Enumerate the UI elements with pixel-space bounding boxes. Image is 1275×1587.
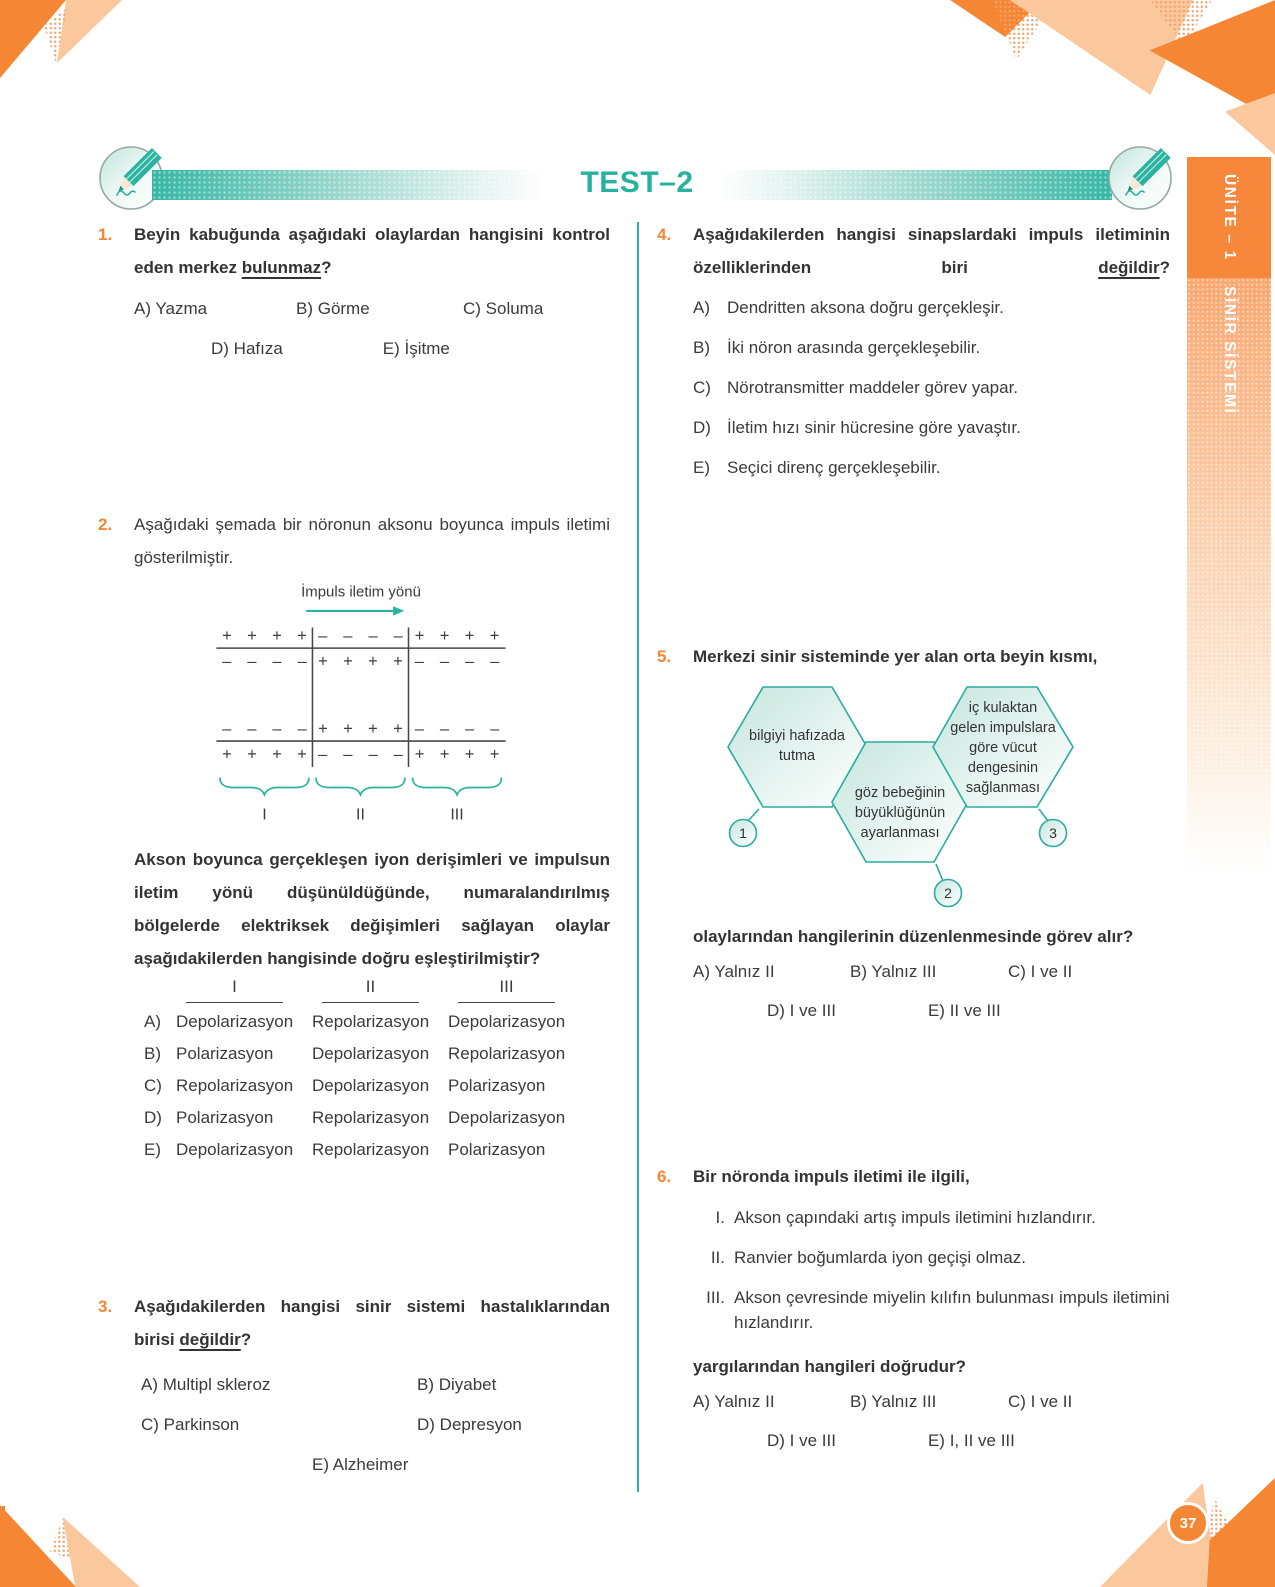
question-number: 5. — [657, 647, 672, 666]
unit-tab-label: ÜNİTE – 1 — [1221, 174, 1238, 261]
table-row — [144, 1140, 610, 1160]
section-label-2: II — [356, 806, 365, 824]
charge-row: – – – – — [318, 625, 403, 645]
hexagon-2-line: göz bebeğinin — [854, 785, 946, 801]
hexagon-2-line: ayarlanması — [860, 825, 940, 841]
cell: Depolarizasyon — [312, 1076, 430, 1095]
option-c: C) I ve II — [1008, 962, 1073, 981]
stem-text: ? — [1159, 258, 1170, 277]
statement-text: Akson çapındaki artış impuls iletimini hızlandırır. — [734, 1208, 1096, 1227]
stem-underlined-word: değildir — [1098, 258, 1160, 277]
cell: Repolarizasyon — [312, 1140, 430, 1159]
question-stem — [134, 1290, 610, 1356]
option-text: Seçici direnç gerçekleşebilir. — [727, 458, 941, 477]
question-stem-2: yargılarından hangileri doğrudur? — [693, 1357, 966, 1376]
option-a: A) Multipl skleroz — [141, 1375, 271, 1394]
option-a: A) Yalnız II — [693, 962, 775, 981]
question-number: 6. — [657, 1167, 672, 1186]
column-header-3: III — [458, 977, 555, 1003]
charge-row: + + + + — [414, 744, 500, 764]
stem-text: Aşağıdakilerden hangisi sinapslardaki impuls iletiminin özelliklerinden biri — [693, 225, 1170, 277]
stem-text: Beyin kabuğunda aşağıdaki olaylardan hangisini kontrol eden merkez — [134, 225, 610, 277]
question-4 — [657, 218, 1170, 497]
option-b: B) Yalnız III — [850, 1392, 937, 1411]
option-d: D) I ve III — [767, 1001, 836, 1020]
topic-tab-label: SİNİR SİSTEMİ — [1221, 286, 1238, 415]
cell: Polarizasyon — [176, 1044, 274, 1063]
section-labels — [262, 807, 464, 824]
option-text: İki nöron arasında gerçekleşebilir. — [727, 338, 981, 357]
hexagon-1-line: tutma — [778, 748, 816, 764]
impulse-direction-label: İmpuls iletim yönü — [301, 583, 421, 601]
charge-row: + + + + — [318, 651, 403, 671]
question-stem — [134, 218, 610, 284]
option-letter: E) — [693, 458, 710, 477]
option-a: A) Yazma — [134, 299, 208, 318]
table-row — [144, 1108, 610, 1128]
option-a: A) Yalnız II — [693, 1392, 775, 1411]
triangle-shape — [57, 0, 122, 63]
question-stem-2: olaylarından hangilerinin düzenlenmesinde görev alır? — [693, 927, 1134, 946]
pencil-icon — [1104, 140, 1178, 214]
test-title: TEST–2 — [580, 166, 694, 199]
option-c: C) Parkinson — [141, 1415, 240, 1434]
midbrain-hexagon-diagram — [715, 675, 1170, 920]
cell: Depolarizasyon — [448, 1012, 566, 1031]
question-1 — [98, 218, 610, 360]
option-letter: D) — [693, 418, 711, 437]
option-c: C) Soluma — [463, 299, 544, 318]
charge-signs — [222, 626, 500, 764]
unit-tab — [1187, 157, 1271, 278]
option-b: B) Diyabet — [417, 1375, 497, 1394]
option-letter: C) — [144, 1076, 162, 1095]
option-b — [693, 337, 1170, 359]
charge-row: – – – – — [414, 718, 500, 738]
hexagon-3-line: gelen impulslara — [950, 720, 1056, 736]
option-a — [693, 297, 1170, 319]
circle-number-3: 3 — [1049, 825, 1057, 841]
option-letter: A) — [693, 298, 710, 317]
charge-row: – – – – — [222, 651, 307, 671]
table-row — [144, 1012, 610, 1032]
hexagon-1-line: bilgiyi hafızada — [749, 728, 845, 744]
table-header-row — [144, 977, 610, 1003]
hexagon-3-line: göre vücut — [969, 740, 1037, 756]
header-bar-right — [708, 170, 1112, 200]
option-b: B) Yalnız III — [850, 962, 937, 981]
section-label-1: I — [262, 806, 267, 824]
charge-row: – – – – — [414, 651, 500, 671]
charge-row: – – – – — [318, 744, 403, 764]
question-6 — [657, 1160, 1170, 1452]
option-text: Dendritten aksona doğru gerçekleşir. — [727, 298, 1004, 317]
cell: Repolarizasyon — [312, 1108, 430, 1127]
cell: Depolarizasyon — [448, 1108, 566, 1127]
stem-text: ? — [240, 1330, 252, 1349]
charge-row: – – – – — [222, 718, 307, 738]
option-c: C) I ve II — [1008, 1392, 1073, 1411]
circle-number-2: 2 — [944, 885, 952, 901]
cell: Depolarizasyon — [312, 1044, 430, 1063]
option-e — [693, 457, 1170, 479]
section-label-3: III — [450, 806, 464, 824]
stem-underlined-word: bulunmaz — [241, 258, 322, 277]
stem-underlined-word: değildir — [179, 1330, 241, 1349]
question-stem — [693, 218, 1170, 284]
circle-number-1: 1 — [739, 825, 747, 841]
option-d: D) I ve III — [767, 1431, 836, 1450]
cell: Depolarizasyon — [176, 1012, 294, 1031]
stem-text: Aşağıdakilerden hangisi sinir sistemi hastalıklarından birisi — [134, 1297, 610, 1349]
option-text: Nörotransmitter maddeler görev yapar. — [727, 378, 1019, 397]
charge-row: + + + + — [222, 744, 307, 764]
hexagon-3-line: dengesinin — [967, 760, 1039, 776]
option-letter: E) — [144, 1140, 161, 1159]
triangle-shape — [57, 1517, 140, 1587]
option-letter: D) — [144, 1108, 162, 1127]
page-number-badge: 37 — [1167, 1502, 1209, 1544]
direction-arrow-icon — [306, 606, 404, 615]
option-letter: B) — [144, 1044, 161, 1063]
column-divider — [637, 222, 639, 1492]
cell: Polarizasyon — [448, 1076, 546, 1095]
option-d: D) Hafıza — [211, 339, 283, 358]
cell: Repolarizasyon — [312, 1012, 430, 1031]
option-e: E) İşitme — [382, 339, 450, 358]
option-d — [693, 417, 1170, 439]
option-letter: C) — [693, 378, 711, 397]
statement-numeral: I. — [715, 1208, 725, 1227]
statement-1 — [693, 1205, 1170, 1230]
statement-2 — [693, 1245, 1170, 1270]
column-header-1: I — [186, 977, 283, 1003]
option-c — [693, 377, 1170, 399]
option-e: E) I, II ve III — [927, 1431, 1015, 1450]
question-stem: Bir nöronda impuls iletimi ile ilgili, — [693, 1167, 970, 1186]
question-intro: Aşağıdaki şemada bir nöronun aksonu boyunca impuls iletimi gösterilmiştir. — [134, 515, 610, 567]
option-letter: A) — [144, 1012, 161, 1031]
question-number: 3. — [98, 1297, 113, 1316]
section-braces — [220, 778, 501, 795]
statement-numeral: II. — [710, 1248, 725, 1267]
statement-3 — [693, 1285, 1170, 1335]
cell: Repolarizasyon — [448, 1044, 566, 1063]
question-3 — [98, 1290, 610, 1476]
question-stem: Akson boyunca gerçekleşen iyon derişimleri ve impulsun iletim yönü düşünüldüğünde, numaralandırılmış bölgelerde elektriksek değişimleri sağlayan olaylar aşağıdakilerden hangisinde doğru eşleştirilmiştir? — [134, 850, 610, 968]
option-b: B) Görme — [296, 299, 370, 318]
cell: Polarizasyon — [176, 1108, 274, 1127]
option-e: E) II ve III — [927, 1001, 1001, 1020]
question-number: 1. — [98, 225, 113, 244]
topic-tab — [1187, 278, 1271, 873]
question-stem: Merkezi sinir sisteminde yer alan orta beyin kısmı, — [693, 647, 1098, 666]
cell: Depolarizasyon — [176, 1140, 294, 1159]
cell: Polarizasyon — [448, 1140, 546, 1159]
triangle-shape — [1225, 93, 1275, 155]
axon-diagram — [206, 582, 610, 839]
cell: Repolarizasyon — [176, 1076, 294, 1095]
option-e: E) Alzheimer — [312, 1455, 409, 1474]
question-number: 4. — [657, 225, 672, 244]
question-number: 2. — [98, 515, 113, 534]
option-text: İletim hızı sinir hücresine göre yavaştır. — [727, 418, 1021, 437]
statement-text: Ranvier boğumlarda iyon geçişi olmaz. — [734, 1248, 1026, 1267]
statement-text: Akson çevresinde miyelin kılıfın bulunması impuls iletimini hızlandırır. — [734, 1288, 1170, 1332]
question-5 — [657, 640, 1170, 1022]
option-letter: B) — [693, 338, 710, 357]
column-header-2: II — [322, 977, 419, 1003]
statement-numeral: III. — [706, 1288, 725, 1307]
hexagon-2-line: büyüklüğünün — [854, 805, 946, 821]
hexagon-3-line: iç kulaktan — [968, 700, 1038, 716]
option-d: D) Depresyon — [417, 1415, 522, 1434]
table-row — [144, 1076, 610, 1096]
match-table — [134, 977, 610, 1160]
hexagon-3-line: sağlanması — [965, 780, 1041, 796]
charge-row: + + + + — [318, 718, 403, 738]
charge-row: + + + + — [222, 625, 307, 645]
charge-row: + + + + — [414, 625, 500, 645]
stem-text: ? — [321, 258, 332, 277]
question-2 — [98, 508, 610, 1172]
table-row — [144, 1044, 610, 1064]
header-bar-left — [152, 170, 556, 200]
